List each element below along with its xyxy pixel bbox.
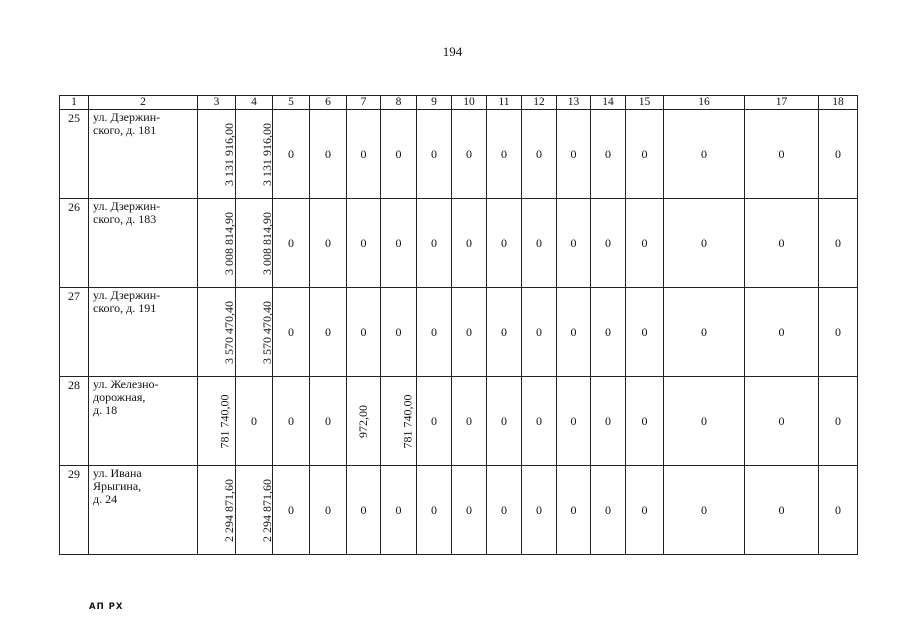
amount-cell — [198, 199, 236, 288]
row-address: ул. Дзержин- ского, д. 191 — [89, 288, 198, 377]
col-header: 3 — [198, 96, 236, 110]
amount-value: 3 131 916,00 — [260, 122, 274, 186]
value-cell: 0 — [487, 377, 522, 466]
value-cell: 0 — [273, 466, 310, 555]
value-cell: 0 — [745, 288, 819, 377]
value-cell: 0 — [310, 199, 347, 288]
value-cell: 0 — [487, 110, 522, 199]
value-cell: 0 — [745, 466, 819, 555]
value-cell: 0 — [310, 466, 347, 555]
col-header: 8 — [381, 96, 417, 110]
value-cell: 0 — [626, 466, 664, 555]
col-header: 18 — [819, 96, 858, 110]
value-cell: 0 — [557, 110, 591, 199]
col-header: 5 — [273, 96, 310, 110]
value-cell: 0 — [591, 466, 626, 555]
amount-value: 3 008 814,90 — [260, 211, 274, 275]
value-cell: 0 — [626, 110, 664, 199]
amount-cell — [347, 377, 381, 466]
value-cell: 0 — [664, 377, 745, 466]
amount-cell — [236, 466, 273, 555]
amount-cell — [381, 377, 417, 466]
col-header: 12 — [522, 96, 557, 110]
value-cell: 0 — [745, 110, 819, 199]
value-cell: 0 — [273, 110, 310, 199]
value-cell: 0 — [347, 110, 381, 199]
col-header: 14 — [591, 96, 626, 110]
value-cell: 0 — [557, 466, 591, 555]
value-cell: 0 — [591, 199, 626, 288]
value-cell: 0 — [819, 110, 858, 199]
value-cell: 0 — [591, 110, 626, 199]
amount-cell — [236, 199, 273, 288]
value-cell: 0 — [557, 288, 591, 377]
col-header: 4 — [236, 96, 273, 110]
row-address: ул. Дзержин- ского, д. 181 — [89, 110, 198, 199]
value-cell: 0 — [452, 288, 487, 377]
amount-value: 972,00 — [356, 404, 370, 438]
value-cell: 0 — [664, 288, 745, 377]
amount-value: 2 294 871,60 — [222, 478, 236, 542]
value-cell: 0 — [417, 377, 452, 466]
value-cell: 0 — [381, 110, 417, 199]
col-header: 6 — [310, 96, 347, 110]
table-row — [60, 377, 858, 466]
value-cell: 0 — [273, 288, 310, 377]
amount-cell — [236, 288, 273, 377]
col-header: 1 — [60, 96, 89, 110]
col-header: 9 — [417, 96, 452, 110]
amount-value: 3 008 814,90 — [222, 211, 236, 275]
value-cell: 0 — [522, 377, 557, 466]
value-cell: 0 — [745, 199, 819, 288]
row-address: ул. Ивана Ярыгина, д. 24 — [89, 466, 198, 555]
value-cell: 0 — [819, 466, 858, 555]
col-header: 15 — [626, 96, 664, 110]
value-cell: 0 — [487, 466, 522, 555]
value-cell: 0 — [557, 377, 591, 466]
row-address: ул. Железно- дорожная, д. 18 — [89, 377, 198, 466]
value-cell: 0 — [626, 377, 664, 466]
value-cell: 0 — [487, 199, 522, 288]
table-row — [60, 466, 858, 555]
col-header: 13 — [557, 96, 591, 110]
value-cell: 0 — [273, 199, 310, 288]
column-number-row — [60, 96, 858, 110]
value-cell: 0 — [347, 288, 381, 377]
value-cell: 0 — [347, 199, 381, 288]
amount-value: 2 294 871,60 — [260, 478, 274, 542]
value-cell: 0 — [452, 466, 487, 555]
value-cell: 0 — [487, 288, 522, 377]
value-cell: 0 — [664, 199, 745, 288]
row-address: ул. Дзержин- ского, д. 183 — [89, 199, 198, 288]
value-cell: 0 — [522, 199, 557, 288]
page-number: 194 — [442, 44, 463, 59]
value-cell: 0 — [310, 288, 347, 377]
value-cell: 0 — [745, 377, 819, 466]
col-header: 7 — [347, 96, 381, 110]
value-cell: 0 — [626, 199, 664, 288]
value-cell: 0 — [819, 377, 858, 466]
value-cell: 0 — [522, 110, 557, 199]
value-cell: 0 — [591, 377, 626, 466]
value-cell: 0 — [452, 377, 487, 466]
value-cell: 0 — [347, 466, 381, 555]
col-header: 11 — [487, 96, 522, 110]
row-number: 29 — [60, 466, 89, 555]
value-cell: 0 — [417, 110, 452, 199]
amount-cell — [236, 110, 273, 199]
value-cell: 0 — [819, 288, 858, 377]
footer-stamp: АП РХ — [89, 602, 124, 612]
table-row — [60, 199, 858, 288]
value-cell: 0 — [591, 288, 626, 377]
value-cell: 0 — [273, 377, 310, 466]
data-table — [59, 95, 858, 555]
value-cell: 0 — [381, 199, 417, 288]
value-cell: 0 — [417, 199, 452, 288]
table-row — [60, 288, 858, 377]
value-cell: 0 — [381, 288, 417, 377]
col-header: 10 — [452, 96, 487, 110]
amount-value: 3 570 470,40 — [222, 300, 236, 364]
value-cell: 0 — [626, 288, 664, 377]
row-number: 25 — [60, 110, 89, 199]
amount-cell — [198, 377, 236, 466]
amount-value: 781 740,00 — [217, 394, 232, 448]
value-cell: 0 — [522, 288, 557, 377]
amount-value: 781 740,00 — [400, 394, 415, 448]
amount-cell — [198, 288, 236, 377]
amount-value: 3 570 470,40 — [260, 300, 274, 364]
value-cell: 0 — [417, 288, 452, 377]
amount-cell — [198, 110, 236, 199]
col-header: 17 — [745, 96, 819, 110]
row-number: 26 — [60, 199, 89, 288]
value-cell: 0 — [819, 199, 858, 288]
value-cell: 0 — [417, 466, 452, 555]
value-cell: 0 — [310, 110, 347, 199]
value-cell: 0 — [557, 199, 591, 288]
table-body — [60, 110, 858, 555]
value-cell: 0 — [664, 110, 745, 199]
value-cell: 0 — [452, 110, 487, 199]
value-cell: 0 — [452, 199, 487, 288]
table-row — [60, 110, 858, 199]
col-header: 16 — [664, 96, 745, 110]
value-cell: 0 — [236, 377, 273, 466]
value-cell: 0 — [664, 466, 745, 555]
row-number: 27 — [60, 288, 89, 377]
value-cell: 0 — [381, 466, 417, 555]
col-header: 2 — [89, 96, 198, 110]
row-number: 28 — [60, 377, 89, 466]
value-cell: 0 — [310, 377, 347, 466]
amount-value: 3 131 916,00 — [222, 122, 236, 186]
value-cell: 0 — [522, 466, 557, 555]
amount-cell — [198, 466, 236, 555]
